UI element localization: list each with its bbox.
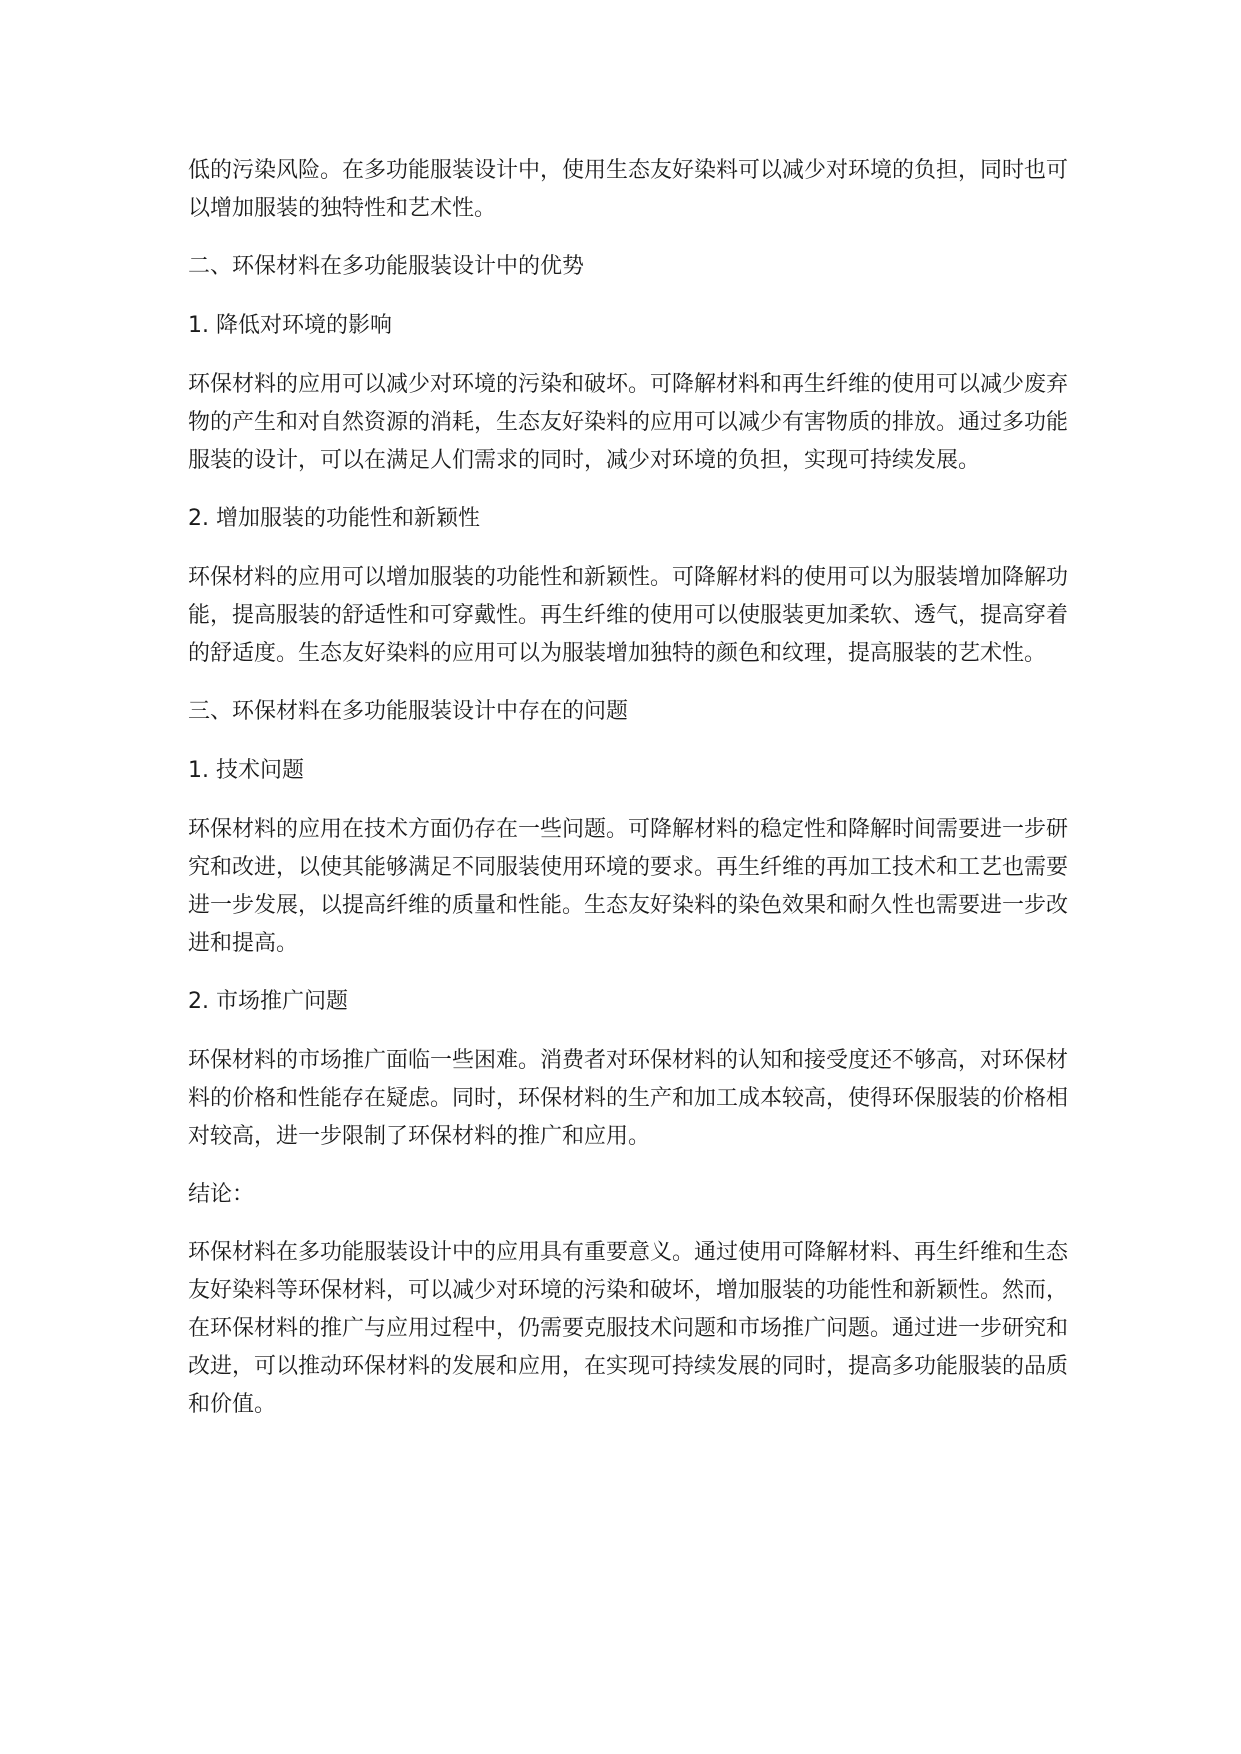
document-body <box>188 152 1078 1444</box>
section-3-1-paragraph: 环保材料的应用在技术方面仍存在一些问题。可降解材料的稳定性和降解时间需要进一步研究和改进，以使其能够满足不同服装使用环境的要求。再生纤维的再加工技术和工艺也需要进一步发展，以提高纤维的质量和性能。生态友好染料的染色效果和耐久性也需要进一步改进和提高。 <box>188 817 1069 956</box>
section-2-2-paragraph: 环保材料的应用可以增加服装的功能性和新颖性。可降解材料的使用可以为服装增加降解功能，提高服装的舒适性和可穿戴性。再生纤维的使用可以使服装更加柔软、透气，提高穿着的舒适度。生态友好染料的应用可以为服装增加独特的颜色和纹理，提高服装的艺术性。 <box>188 565 1069 666</box>
intro-paragraph-tail: 低的污染风险。在多功能服装设计中，使用生态友好染料可以减少对环境的负担，同时也可以增加服装的独特性和艺术性。 <box>188 158 1069 221</box>
section-2-1-paragraph: 环保材料的应用可以减少对环境的污染和破坏。可降解材料和再生纤维的使用可以减少废弃物的产生和对自然资源的消耗，生态友好染料的应用可以减少有害物质的排放。通过多功能服装的设计，可以在满足人们需求的同时，减少对环境的负担，实现可持续发展。 <box>188 372 1069 473</box>
conclusion-paragraph: 环保材料在多功能服装设计中的应用具有重要意义。通过使用可降解材料、再生纤维和生态友好染料等环保材料，可以减少对环境的污染和破坏，增加服装的功能性和新颖性。然而，在环保材料的推广与应用过程中，仍需要克服技术问题和市场推广问题。通过进一步研究和改进，可以推动环保材料的发展和应用，在实现可持续发展的同时，提高多功能服装的品质和价值。 <box>188 1240 1069 1417</box>
section-3-2-heading: 2. 市场推广问题 <box>188 989 348 1014</box>
section-3-1-heading: 1. 技术问题 <box>188 758 304 783</box>
section-2-heading: 二、环保材料在多功能服装设计中的优势 <box>188 254 585 279</box>
section-2-2-heading: 2. 增加服装的功能性和新颖性 <box>188 506 480 531</box>
conclusion-heading: 结论： <box>188 1182 255 1207</box>
section-2-1-heading: 1. 降低对环境的影响 <box>188 313 392 338</box>
section-3-heading: 三、环保材料在多功能服装设计中存在的问题 <box>188 699 629 724</box>
section-3-2-paragraph: 环保材料的市场推广面临一些困难。消费者对环保材料的认知和接受度还不够高，对环保材料的价格和性能存在疑虑。同时，环保材料的生产和加工成本较高，使得环保服装的价格相对较高，进一步限制了环保材料的推广和应用。 <box>188 1048 1069 1149</box>
